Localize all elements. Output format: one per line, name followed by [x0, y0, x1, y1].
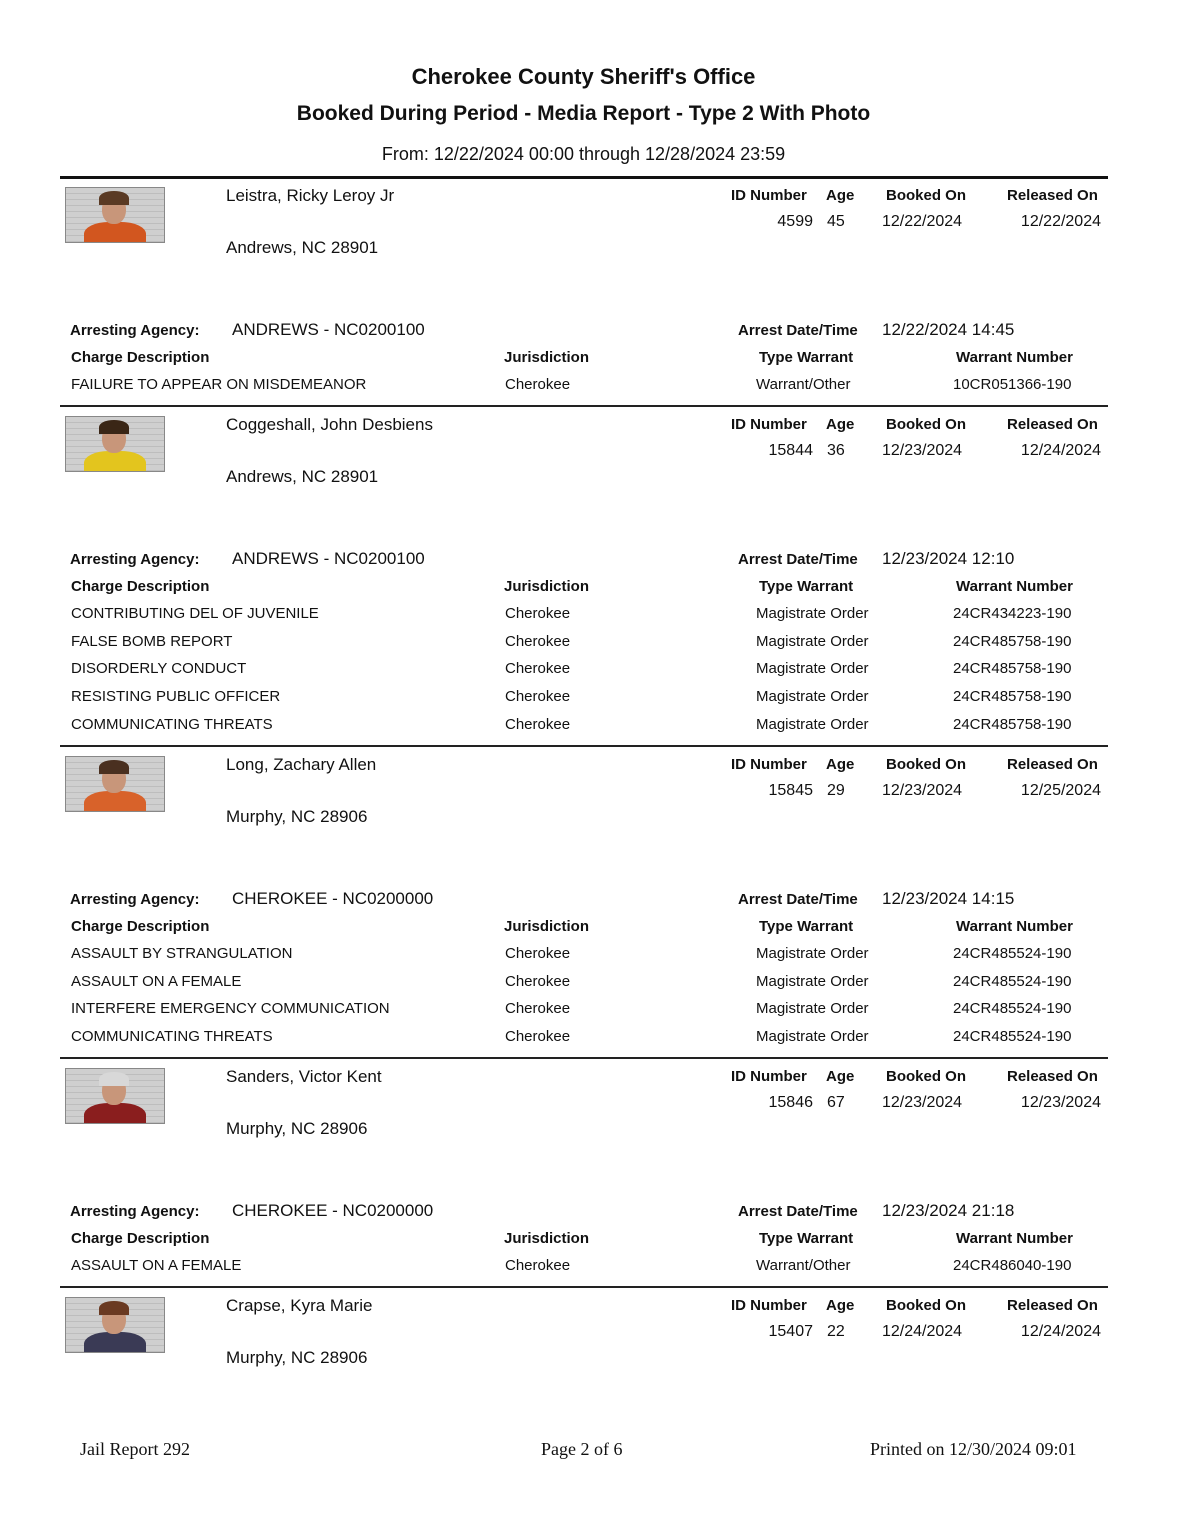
arresting-agency-label: Arresting Agency: — [70, 551, 200, 568]
released-on-label: Released On — [1007, 1297, 1098, 1314]
booked-on-value: 12/24/2024 — [882, 1323, 963, 1340]
mugshot-clothing — [84, 1103, 146, 1124]
charge-description: DISORDERLY CONDUCT — [71, 660, 247, 678]
footer-printed-on: Printed on 12/30/2024 09:01 — [870, 1439, 1077, 1459]
charge-warrant-type: Warrant/Other — [756, 1257, 851, 1274]
charge-jurisdiction: Cherokee — [505, 715, 571, 733]
warrant-number-header: Warrant Number — [956, 918, 1073, 935]
id-number-label: ID Number — [731, 416, 807, 433]
mugshot-hair — [99, 191, 129, 205]
booked-on-value: 12/23/2024 — [882, 442, 963, 459]
record-divider — [60, 1057, 1108, 1059]
charge-jurisdiction: Cherokee — [505, 632, 571, 650]
booked-on-value: 12/23/2024 — [882, 782, 963, 799]
charge-jurisdiction: Cherokee — [505, 605, 571, 622]
record-divider — [60, 1286, 1108, 1288]
charge-warrant-type: Magistrate Order — [756, 1028, 869, 1046]
warrant-number-header: Warrant Number — [956, 578, 1073, 595]
mugshot-photo — [65, 416, 165, 472]
office-title: Cherokee County Sheriff's Office — [411, 64, 756, 89]
id-number-value: 15844 — [768, 442, 813, 459]
record-divider — [60, 745, 1108, 747]
booked-on-label: Booked On — [886, 756, 967, 773]
charge-jurisdiction: Cherokee — [505, 660, 571, 678]
charge-jurisdiction: Cherokee — [505, 1028, 571, 1046]
charge-description-header: Charge Description — [71, 1230, 210, 1247]
charge-warrant-number: 24CR485524-190 — [953, 1028, 1072, 1046]
released-on-label: Released On — [1007, 416, 1098, 433]
jurisdiction-header: Jurisdiction — [504, 1230, 590, 1247]
arrest-datetime-label: Arrest Date/Time — [738, 1203, 858, 1220]
released-on-value: 12/23/2024 — [1020, 1094, 1101, 1111]
type-warrant-header: Type Warrant — [759, 349, 854, 366]
id-number-label: ID Number — [731, 1297, 807, 1314]
mugshot-photo — [65, 1068, 165, 1124]
mugshot-photo — [65, 187, 165, 243]
age-value: 29 — [827, 782, 845, 799]
jurisdiction-header: Jurisdiction — [504, 578, 590, 595]
charge-description: COMMUNICATING THREATS — [71, 1028, 273, 1046]
charge-warrant-number: 24CR485524-190 — [953, 1000, 1072, 1018]
age-label: Age — [826, 416, 855, 433]
charge-warrant-type: Magistrate Order — [756, 660, 869, 678]
charge-description: COMMUNICATING THREATS — [71, 715, 273, 733]
age-label: Age — [826, 1068, 855, 1085]
arresting-agency-label: Arresting Agency: — [70, 322, 200, 339]
age-label: Age — [826, 187, 855, 204]
charge-description: FAILURE TO APPEAR ON MISDEMEANOR — [71, 376, 367, 393]
age-value: 22 — [827, 1323, 845, 1340]
charge-description: RESISTING PUBLIC OFFICER — [71, 688, 281, 706]
inmate-name: Sanders, Victor Kent — [226, 1067, 382, 1086]
charge-warrant-type: Magistrate Order — [756, 1000, 869, 1018]
record-divider — [60, 405, 1108, 407]
id-number-label: ID Number — [731, 1068, 807, 1085]
inmate-name: Long, Zachary Allen — [226, 755, 377, 774]
charge-warrant-number: 24CR486040-190 — [953, 1257, 1072, 1274]
header-divider — [60, 176, 1108, 179]
arrest-datetime-value: 12/23/2024 14:15 — [882, 889, 1015, 908]
released-on-label: Released On — [1007, 187, 1098, 204]
inmate-address: Murphy, NC 28906 — [226, 1119, 368, 1138]
released-on-label: Released On — [1007, 756, 1098, 773]
inmate-name: Leistra, Ricky Leroy Jr — [226, 186, 395, 205]
warrant-number-header: Warrant Number — [956, 1230, 1073, 1247]
charge-description: ASSAULT ON A FEMALE — [71, 1257, 242, 1274]
footer-page-number: Page 2 of 6 — [541, 1439, 623, 1459]
charge-warrant-type: Magistrate Order — [756, 945, 869, 962]
arresting-agency-label: Arresting Agency: — [70, 891, 200, 908]
charge-warrant-number: 24CR485758-190 — [953, 688, 1072, 706]
charge-warrant-number: 24CR485524-190 — [953, 945, 1072, 962]
released-on-value: 12/24/2024 — [1020, 1323, 1101, 1340]
inmate-address: Andrews, NC 28901 — [226, 467, 379, 486]
mugshot-photo — [65, 756, 165, 812]
id-number-label: ID Number — [731, 187, 807, 204]
warrant-number-header: Warrant Number — [956, 349, 1073, 366]
mugshot-hair — [99, 760, 129, 774]
booked-on-label: Booked On — [886, 416, 967, 433]
id-number-value: 15407 — [768, 1323, 813, 1340]
booked-on-value: 12/22/2024 — [882, 213, 963, 230]
mugshot-hair — [99, 1301, 129, 1315]
charge-description-header: Charge Description — [71, 918, 210, 935]
mugshot-clothing — [84, 451, 146, 472]
released-on-value: 12/24/2024 — [1020, 442, 1101, 459]
arrest-datetime-label: Arrest Date/Time — [738, 551, 858, 568]
charge-description: ASSAULT ON A FEMALE — [71, 972, 242, 990]
arrest-datetime-value: 12/23/2024 21:18 — [882, 1201, 1015, 1220]
id-number-value: 15846 — [768, 1094, 813, 1111]
age-label: Age — [826, 1297, 855, 1314]
charge-jurisdiction: Cherokee — [505, 945, 571, 962]
id-number-value: 4599 — [777, 213, 813, 230]
footer-report-id: Jail Report 292 — [80, 1439, 190, 1459]
released-on-label: Released On — [1007, 1068, 1098, 1085]
charge-warrant-number: 24CR485758-190 — [953, 660, 1072, 678]
type-warrant-header: Type Warrant — [759, 918, 854, 935]
arresting-agency-value: ANDREWS - NC0200100 — [232, 549, 425, 568]
charge-warrant-type: Magistrate Order — [756, 605, 869, 622]
inmate-name: Coggeshall, John Desbiens — [226, 415, 433, 434]
mugshot-clothing — [84, 222, 146, 243]
arresting-agency-value: CHEROKEE - NC0200000 — [232, 1201, 434, 1220]
charge-jurisdiction: Cherokee — [505, 688, 571, 706]
released-on-value: 12/22/2024 — [1020, 213, 1101, 230]
arrest-datetime-label: Arrest Date/Time — [738, 891, 858, 908]
charge-warrant-type: Magistrate Order — [756, 688, 869, 706]
arresting-agency-value: ANDREWS - NC0200100 — [232, 320, 425, 339]
id-number-value: 15845 — [768, 782, 813, 799]
arresting-agency-label: Arresting Agency: — [70, 1203, 200, 1220]
charge-description: ASSAULT BY STRANGULATION — [71, 945, 293, 962]
charge-warrant-number: 10CR051366-190 — [953, 376, 1072, 393]
charge-warrant-type: Warrant/Other — [756, 376, 851, 393]
charge-description: CONTRIBUTING DEL OF JUVENILE — [71, 605, 319, 622]
charge-warrant-type: Magistrate Order — [756, 972, 869, 990]
inmate-address: Murphy, NC 28906 — [226, 1348, 368, 1367]
released-on-value: 12/25/2024 — [1020, 782, 1101, 799]
charge-warrant-number: 24CR434223-190 — [953, 605, 1072, 622]
mugshot-hair — [99, 420, 129, 434]
mugshot-photo — [65, 1297, 165, 1353]
age-label: Age — [826, 756, 855, 773]
age-value: 45 — [827, 213, 845, 230]
charge-warrant-type: Magistrate Order — [756, 715, 869, 733]
charge-warrant-type: Magistrate Order — [756, 632, 869, 650]
id-number-label: ID Number — [731, 756, 807, 773]
charge-jurisdiction: Cherokee — [505, 972, 571, 990]
age-value: 67 — [827, 1094, 845, 1111]
charge-jurisdiction: Cherokee — [505, 1257, 571, 1274]
arrest-datetime-value: 12/22/2024 14:45 — [882, 320, 1015, 339]
mugshot-hair — [99, 1072, 129, 1086]
charge-description-header: Charge Description — [71, 578, 210, 595]
charge-warrant-number: 24CR485758-190 — [953, 715, 1072, 733]
type-warrant-header: Type Warrant — [759, 578, 854, 595]
charge-warrant-number: 24CR485758-190 — [953, 632, 1072, 650]
booked-on-label: Booked On — [886, 1297, 967, 1314]
charge-description: FALSE BOMB REPORT — [71, 632, 233, 650]
jurisdiction-header: Jurisdiction — [504, 349, 590, 366]
charge-warrant-number: 24CR485524-190 — [953, 972, 1072, 990]
inmate-name: Crapse, Kyra Marie — [226, 1296, 373, 1315]
inmate-address: Andrews, NC 28901 — [226, 238, 379, 257]
mugshot-clothing — [84, 791, 146, 812]
inmate-address: Murphy, NC 28906 — [226, 807, 368, 826]
charge-description: INTERFERE EMERGENCY COMMUNICATION — [71, 1000, 390, 1018]
arresting-agency-value: CHEROKEE - NC0200000 — [232, 889, 434, 908]
charge-jurisdiction: Cherokee — [505, 376, 571, 393]
mugshot-clothing — [84, 1332, 146, 1353]
date-range: From: 12/22/2024 00:00 through 12/28/2024 23:59 — [381, 144, 786, 164]
arrest-datetime-value: 12/23/2024 12:10 — [882, 549, 1015, 568]
jurisdiction-header: Jurisdiction — [504, 918, 590, 935]
charge-description-header: Charge Description — [71, 349, 210, 366]
type-warrant-header: Type Warrant — [759, 1230, 854, 1247]
charge-jurisdiction: Cherokee — [505, 1000, 571, 1018]
report-title: Booked During Period - Media Report - Type 2 With Photo — [296, 102, 871, 125]
age-value: 36 — [827, 442, 845, 459]
booked-on-value: 12/23/2024 — [882, 1094, 963, 1111]
booked-on-label: Booked On — [886, 1068, 967, 1085]
arrest-datetime-label: Arrest Date/Time — [738, 322, 858, 339]
booked-on-label: Booked On — [886, 187, 967, 204]
